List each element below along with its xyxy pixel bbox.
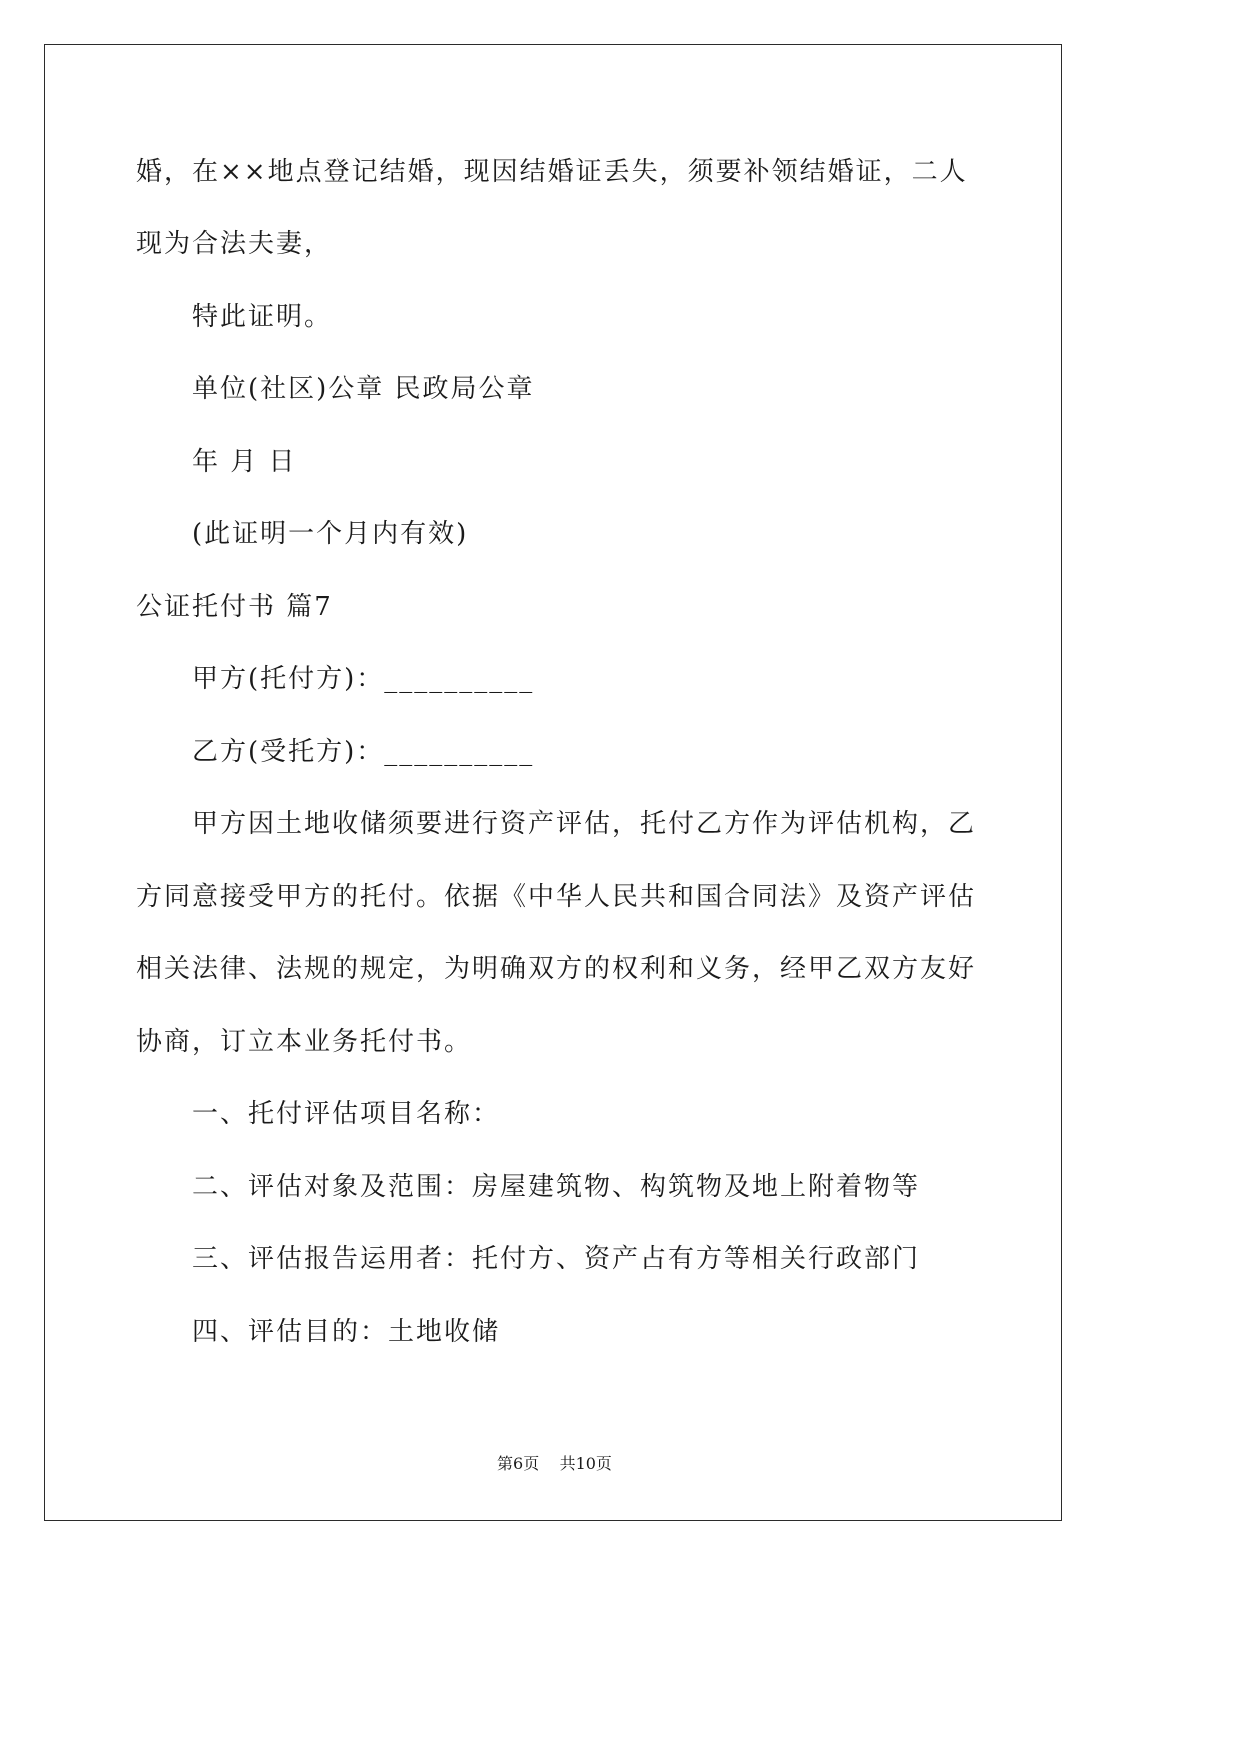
item-two: 二、评估对象及范围：房屋建筑物、构筑物及地上附着物等 xyxy=(192,1172,921,1202)
seal-line: 单位(社区)公章 民政局公章 xyxy=(192,374,535,404)
item-three: 三、评估报告运用者：托付方、资产占有方等相关行政部门 xyxy=(192,1244,921,1274)
body-line-1: 婚，在××地点登记结婚，现因结婚证丢失，须要补领结婚证，二人 xyxy=(136,157,968,187)
paragraph-line-4: 协商，订立本业务托付书。 xyxy=(136,1027,473,1057)
date-line: 年 月 日 xyxy=(192,447,297,477)
party-a-line: 甲方(托付方)：__________ xyxy=(192,664,535,694)
paragraph-line-3: 相关法律、法规的规定，为明确双方的权利和义务，经甲乙双方友好 xyxy=(136,954,977,984)
body-line-2: 现为合法夫妻， xyxy=(136,229,333,259)
party-b-line: 乙方(受托方)：__________ xyxy=(192,737,535,767)
page-number-footer: 第6页 共10页 xyxy=(497,1454,612,1473)
section-heading: 公证托付书 篇7 xyxy=(136,592,333,622)
paragraph-line-1: 甲方因土地收储须要进行资产评估，托付乙方作为评估机构，乙 xyxy=(192,809,977,839)
item-one: 一、托付评估项目名称： xyxy=(192,1099,501,1129)
paragraph-line-2: 方同意接受甲方的托付。依据《中华人民共和国合同法》及资产评估 xyxy=(136,882,977,912)
item-four: 四、评估目的：土地收储 xyxy=(192,1317,501,1347)
page-border xyxy=(44,44,1062,1521)
validity-note: (此证明一个月内有效) xyxy=(192,519,469,549)
certification-statement: 特此证明。 xyxy=(192,302,333,332)
